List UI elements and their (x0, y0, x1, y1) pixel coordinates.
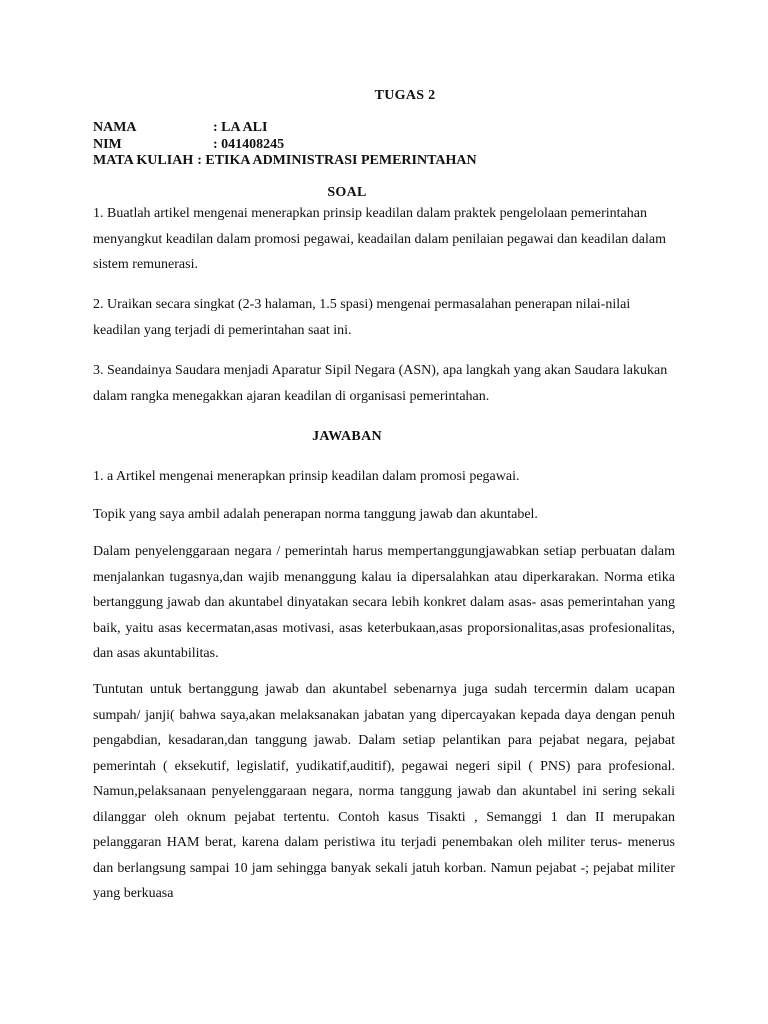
nama-value: : LA ALI (213, 120, 268, 135)
document-title: TUGAS 2 (374, 88, 436, 103)
question-3: 3. Seandainya Saudara menjadi Aparatur Sipil Negara (ASN), apa langkah yang akan Saudara lakukan dalam rangka menegakkan ajaran keadilan di organisasi pemerintahan. (93, 363, 668, 404)
mata-kuliah-value: : ETIKA ADMINISTRASI PEMERINTAHAN (197, 153, 477, 168)
nama-label: NAMA (93, 120, 137, 135)
info-row-nim (93, 137, 477, 154)
nim-label: NIM (93, 136, 122, 152)
answer-topic: Topik yang saya ambil adalah penerapan norma tanggung jawab dan akuntabel. (93, 507, 538, 522)
answer-paragraph-1: Dalam penyelenggaraan negara / pemerintah harus mempertanggungjawabkan setiap perbuatan dalam menjalankan tugasnya,dan wajib menanggung kalau ia dipersalahkan atau diperkarakan. Norma etika bertanggung jawab dan akuntabel dinyatakan secara lebih konkret dalam asas- asas pemerintahan yang baik, yaitu asas kecermatan,asas motivasi, asas keterbukaan,asas proporsionalitas,asas profesionalitas, dan asas akuntabilitas. (93, 544, 675, 661)
question-1: 1. Buatlah artikel mengenai menerapkan prinsip keadilan dalam praktek pengelolaan pemerintahan menyangkut keadilan dalam promosi pegawai, keadailan dalam penilaian pegawai dan keadilan dalam sistem remunerasi. (93, 206, 667, 272)
info-row-nama (93, 120, 477, 137)
question-2: 2. Uraikan secara singkat (2-3 halaman, 1.5 spasi) mengenai permasalahan penerapan nilai-nilai keadilan yang terjadi di pemerintahan saat ini. (93, 297, 631, 338)
soal-heading: SOAL (327, 185, 367, 200)
info-row-mata-kuliah (93, 153, 477, 170)
nim-value: : 041408245 (213, 136, 285, 152)
mata-kuliah-label: MATA KULIAH (93, 153, 194, 168)
answer-paragraph-2: Tuntutan untuk bertanggung jawab dan akuntabel sebenarnya juga sudah tercermin dalam ucapan sumpah/ janji( bahwa saya,akan melaksanakan jabatan yang dipercayakan kepada daya dengan penuh pengabdian, kesadaran,dan tanggung jawab. Dalam setiap pelantikan para pejabat negara, pejabat pemerintah ( eksekutif, legislatif, yudikatif,auditif), pegawai negeri sipil ( PNS) para profesional. Namun,pelaksanaan penyelenggaraan negara, norma tanggung jawab dan akuntabel ini sering sekali dilanggar oleh oknum pejabat tertentu. Contoh kasus Tisakti , Semanggi 1 dan II merupakan pelanggaran HAM berat, karena dalam peristiwa itu terjadi penembakan oleh militer terus- menerus dan berlangsung sampai 10 jam sehingga banyak sekali jatuh korban. Namun pejabat -; pejabat militer yang berkuasa (93, 682, 675, 901)
jawaban-heading: JAWABAN (312, 429, 382, 444)
answer-intro: 1. a Artikel mengenai menerapkan prinsip keadilan dalam promosi pegawai. (93, 469, 520, 484)
student-info (93, 120, 477, 170)
